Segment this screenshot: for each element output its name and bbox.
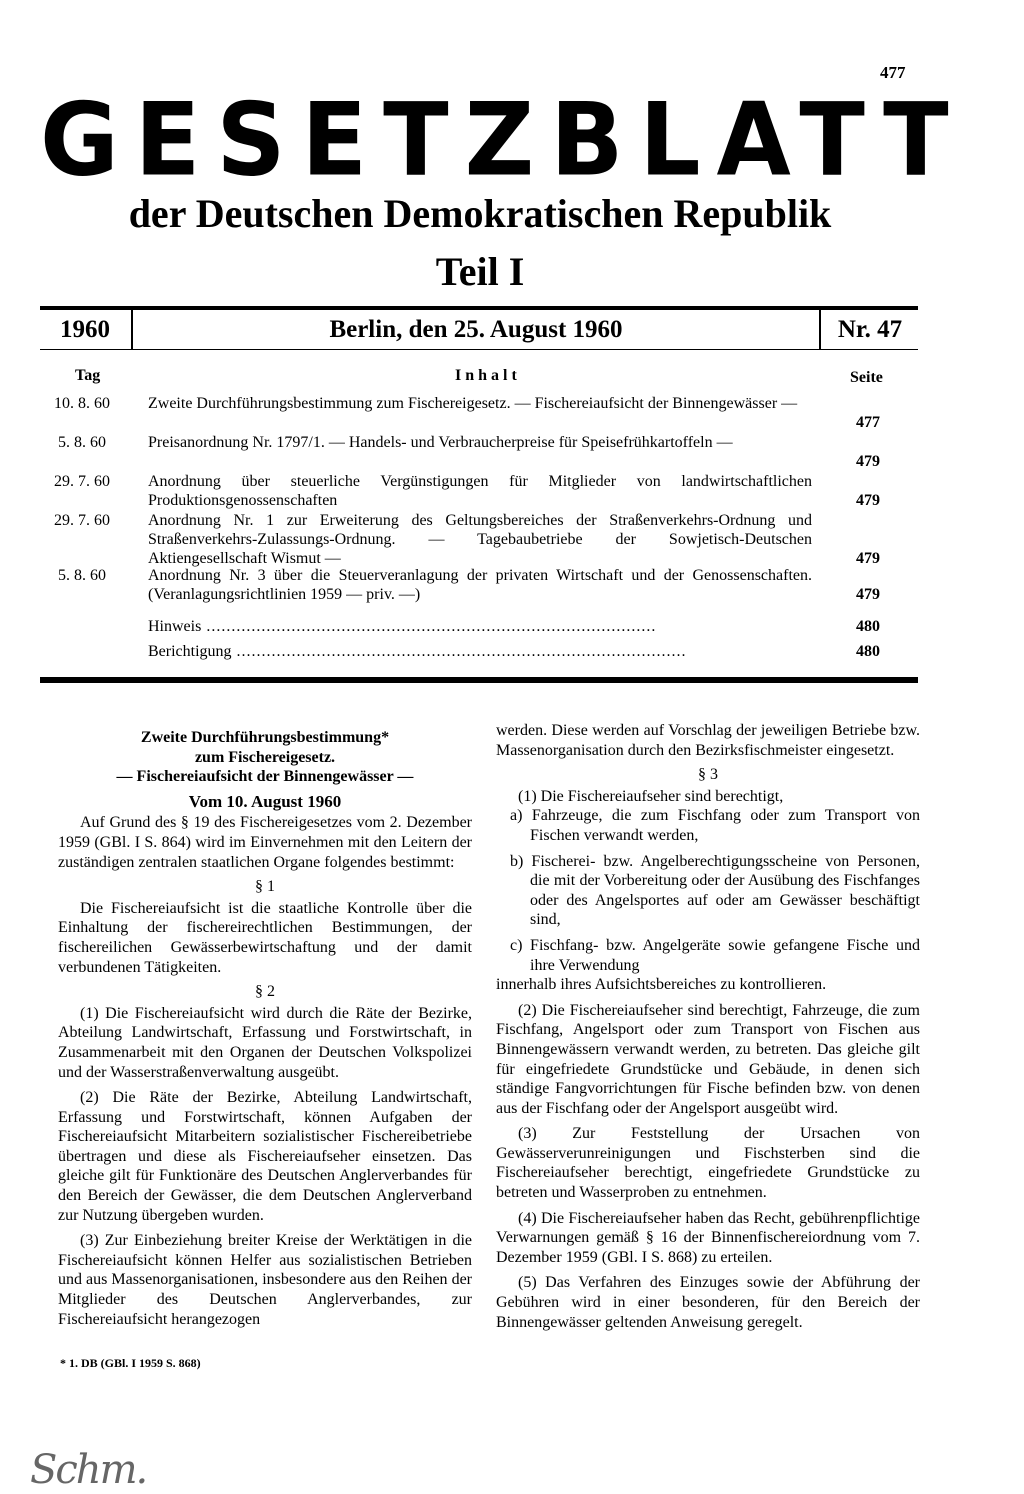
- toc-entry-text: Anordnung Nr. 3 über die Steuerveranlagung der privaten Wirtschaft und der Genossenschaften. (Veranlagungsrichtlinien 1959 — priv. —): [148, 567, 812, 603]
- toc-entry-page: 477: [856, 414, 880, 431]
- toc-entry-page: 480: [856, 643, 880, 660]
- article-title: Zweite Durchführungsbestimmung*: [140, 729, 390, 746]
- masthead-title: GESETZBLATT: [40, 81, 965, 199]
- section-rule: [40, 677, 918, 683]
- article-preamble: Auf Grund des § 19 des Fischereigesetzes vom 2. Dezember 1959 (GBl. I S. 864) wird im Einvernehmen mit den Leitern der zuständigen zentralen staatlichen Organe folgendes bestimmt:: [58, 814, 472, 871]
- toc-entry-page: 479: [856, 586, 880, 603]
- section-heading: § 2: [255, 983, 275, 1001]
- article-title: zum Fischereigesetz.: [194, 748, 336, 766]
- issue-place-date: Berlin, den 25. August 1960: [329, 316, 623, 343]
- section-paragraph: (5) Das Verfahren des Einzuges sowie der Abführung der Gebühren wird in einer besonderen, für den Bereich der Binnengewässer geltenden Anweisung geregelt.: [496, 1274, 920, 1331]
- list-item: b) Fischerei- bzw. Angelberechtigungsscheine von Personen, die mit der Vorbereitung oder der Ausübung des Fischfanges oder des Angelsportes auf oder am Gewässer beschäftigt sind,: [510, 852, 920, 929]
- toc-entry-page: 479: [856, 550, 880, 567]
- footnote: * 1. DB (GBl. I 1959 S. 868): [60, 1356, 201, 1370]
- issue-number: Nr. 47: [837, 316, 903, 343]
- section-paragraph: (4) Die Fischereiaufseher haben das Recht, gebührenpflichtige Verwarnungen gemäß § 16 der Binnenfischereiordnung vom 7. Dezember 1959 (GBl. I S. 868) zu erteilen.: [496, 1209, 920, 1266]
- toc-entry-page: 480: [856, 618, 880, 635]
- section-text: Die Fischereiaufsicht ist die staatliche Kontrolle über die Einhaltung der fischereirechtlichen Bestimmungen, der fischereilichen Gewässerbewirtschaftung und der damit verbundenen Tätigkeiten.: [58, 899, 472, 976]
- section-paragraph: innerhalb ihres Aufsichtsbereiches zu kontrollieren.: [496, 976, 827, 994]
- right-column: [496, 721, 920, 1332]
- toc-col-seite: Seite: [850, 369, 883, 386]
- part-label: Teil I: [435, 249, 525, 294]
- left-column: [58, 728, 472, 1329]
- section-paragraph: (2) Die Fischereiaufseher sind berechtigt, Fahrzeuge, die zum Fischfang, Angelsport oder zum Transport von Fischen aus Binnengewässern verwandt werden, zu betreten. Das gleiche gilt für eingefriedete Grundstücke und Gebäude, in denen sich ständige Fangvorrichtungen für Fische befinden bzw. von denen aus der Fischfang oder der Angelsport ausgeübt wird.: [496, 1001, 920, 1117]
- toc-entry-page: 479: [856, 492, 880, 509]
- section-paragraph: (3) Zur Feststellung der Ursachen von Gewässerverunreinigungen und Fischsterben sind die Fischereiaufseher berechtigt, eingefriedete Grundstücke zu betreten und Wasserproben zu entnehmen.: [496, 1125, 920, 1202]
- handwritten-signature: Schm.: [30, 1447, 147, 1493]
- section-heading: § 3: [698, 766, 718, 784]
- masthead-subtitle: der Deutschen Demokratischen Republik: [128, 191, 832, 236]
- toc-entry-date: 29. 7. 60: [54, 473, 110, 490]
- section-paragraph: werden. Diese werden auf Vorschlag der jeweiligen Betriebe bzw. Massenorganisation durch den Bezirksfischmeister eingesetzt.: [496, 722, 920, 759]
- toc-entry-date: 10. 8. 60: [54, 395, 110, 412]
- toc-entry-date: 29. 7. 60: [54, 512, 110, 529]
- toc-col-tag: Tag: [75, 367, 101, 384]
- header-rule-bottom: [40, 349, 918, 350]
- toc-entry-date: 5. 8. 60: [58, 434, 106, 451]
- article-subtitle: — Fischereiaufsicht der Binnengewässer —: [116, 768, 414, 786]
- toc-entry-text: Anordnung über steuerliche Vergünstigungen für Mitglieder von landwirtschaftlichen Produktionsgenossenschaften: [148, 473, 812, 509]
- section-heading: § 1: [255, 878, 275, 896]
- list-item: a) Fahrzeuge, die zum Fischfang oder zum Transport von Fischen verwandt werden,: [510, 807, 920, 844]
- header-divider: [131, 310, 133, 350]
- article-date: Vom 10. August 1960: [188, 791, 342, 811]
- toc-col-inhalt: Inhalt: [455, 367, 521, 384]
- toc-entry-text: Preisanordnung Nr. 1797/1. — Handels- und Verbraucherpreise für Speisefrühkartoffeln —: [148, 434, 733, 451]
- page-number: 477: [880, 63, 906, 82]
- section-paragraph: (1) Die Fischereiaufsicht wird durch die Räte der Bezirke, Abteilung Landwirtschaft, Erfassung und Forstwirtschaft, in Zusammenarbeit mit den Organen der Deutschen Volkspolizei und der Wasserstraßenverwaltung ausgeübt.: [58, 1004, 472, 1081]
- toc-entry-text: Zweite Durchführungsbestimmung zum Fischereigesetz. — Fischereiaufsicht der Binnengewässer —: [148, 395, 798, 412]
- issue-year: 1960: [60, 316, 110, 343]
- toc-entry-text: Berichtigung ..........................................................................................: [148, 643, 687, 660]
- list-item: c) Fischfang- bzw. Angelgeräte sowie gefangene Fische und ihre Verwendung: [510, 936, 920, 974]
- section-paragraph: (3) Zur Einbeziehung breiter Kreise der Werktätigen in die Fischereiaufsicht können Helfer aus sozialistischen Betrieben und aus Massenorganisationen, insbesondere aus den Reihen der Mitglieder des Deutschen Anglerverbandes, zur Fischereiaufsicht herangezogen: [58, 1232, 472, 1328]
- toc-entry-text: Anordnung Nr. 1 zur Erweiterung des Geltungsbereiches der Straßenverkehrs-Ordnung und Straßenverkehrs-Zulassungs-Ordnung. — Tagebaubetriebe der Sowjetisch-Deutschen Aktiengesellschaft Wismut —: [148, 512, 812, 567]
- header-divider: [819, 310, 821, 350]
- section-paragraph: (1) Die Fischereiaufseher sind berechtigt,: [518, 787, 784, 805]
- toc-entry-date: 5. 8. 60: [58, 567, 106, 584]
- toc-entry-page: 479: [856, 453, 880, 470]
- toc-entry-text: Hinweis ..........................................................................................: [148, 618, 657, 635]
- section-paragraph: (2) Die Räte der Bezirke, Abteilung Landwirtschaft, Erfassung und Forstwirtschaft, können Aufgaben der Fischereiaufsicht Mitarbeitern sozialistischer Fischereibetriebe übertragen und diese als Fischereiaufseher einsetzen. Das gleiche gilt für Funktionäre des Deutschen Anglerverbandes für den Bereich der Gewässer, die dem Deutschen Anglerverband zur Nutzung übergeben wurden.: [58, 1089, 472, 1224]
